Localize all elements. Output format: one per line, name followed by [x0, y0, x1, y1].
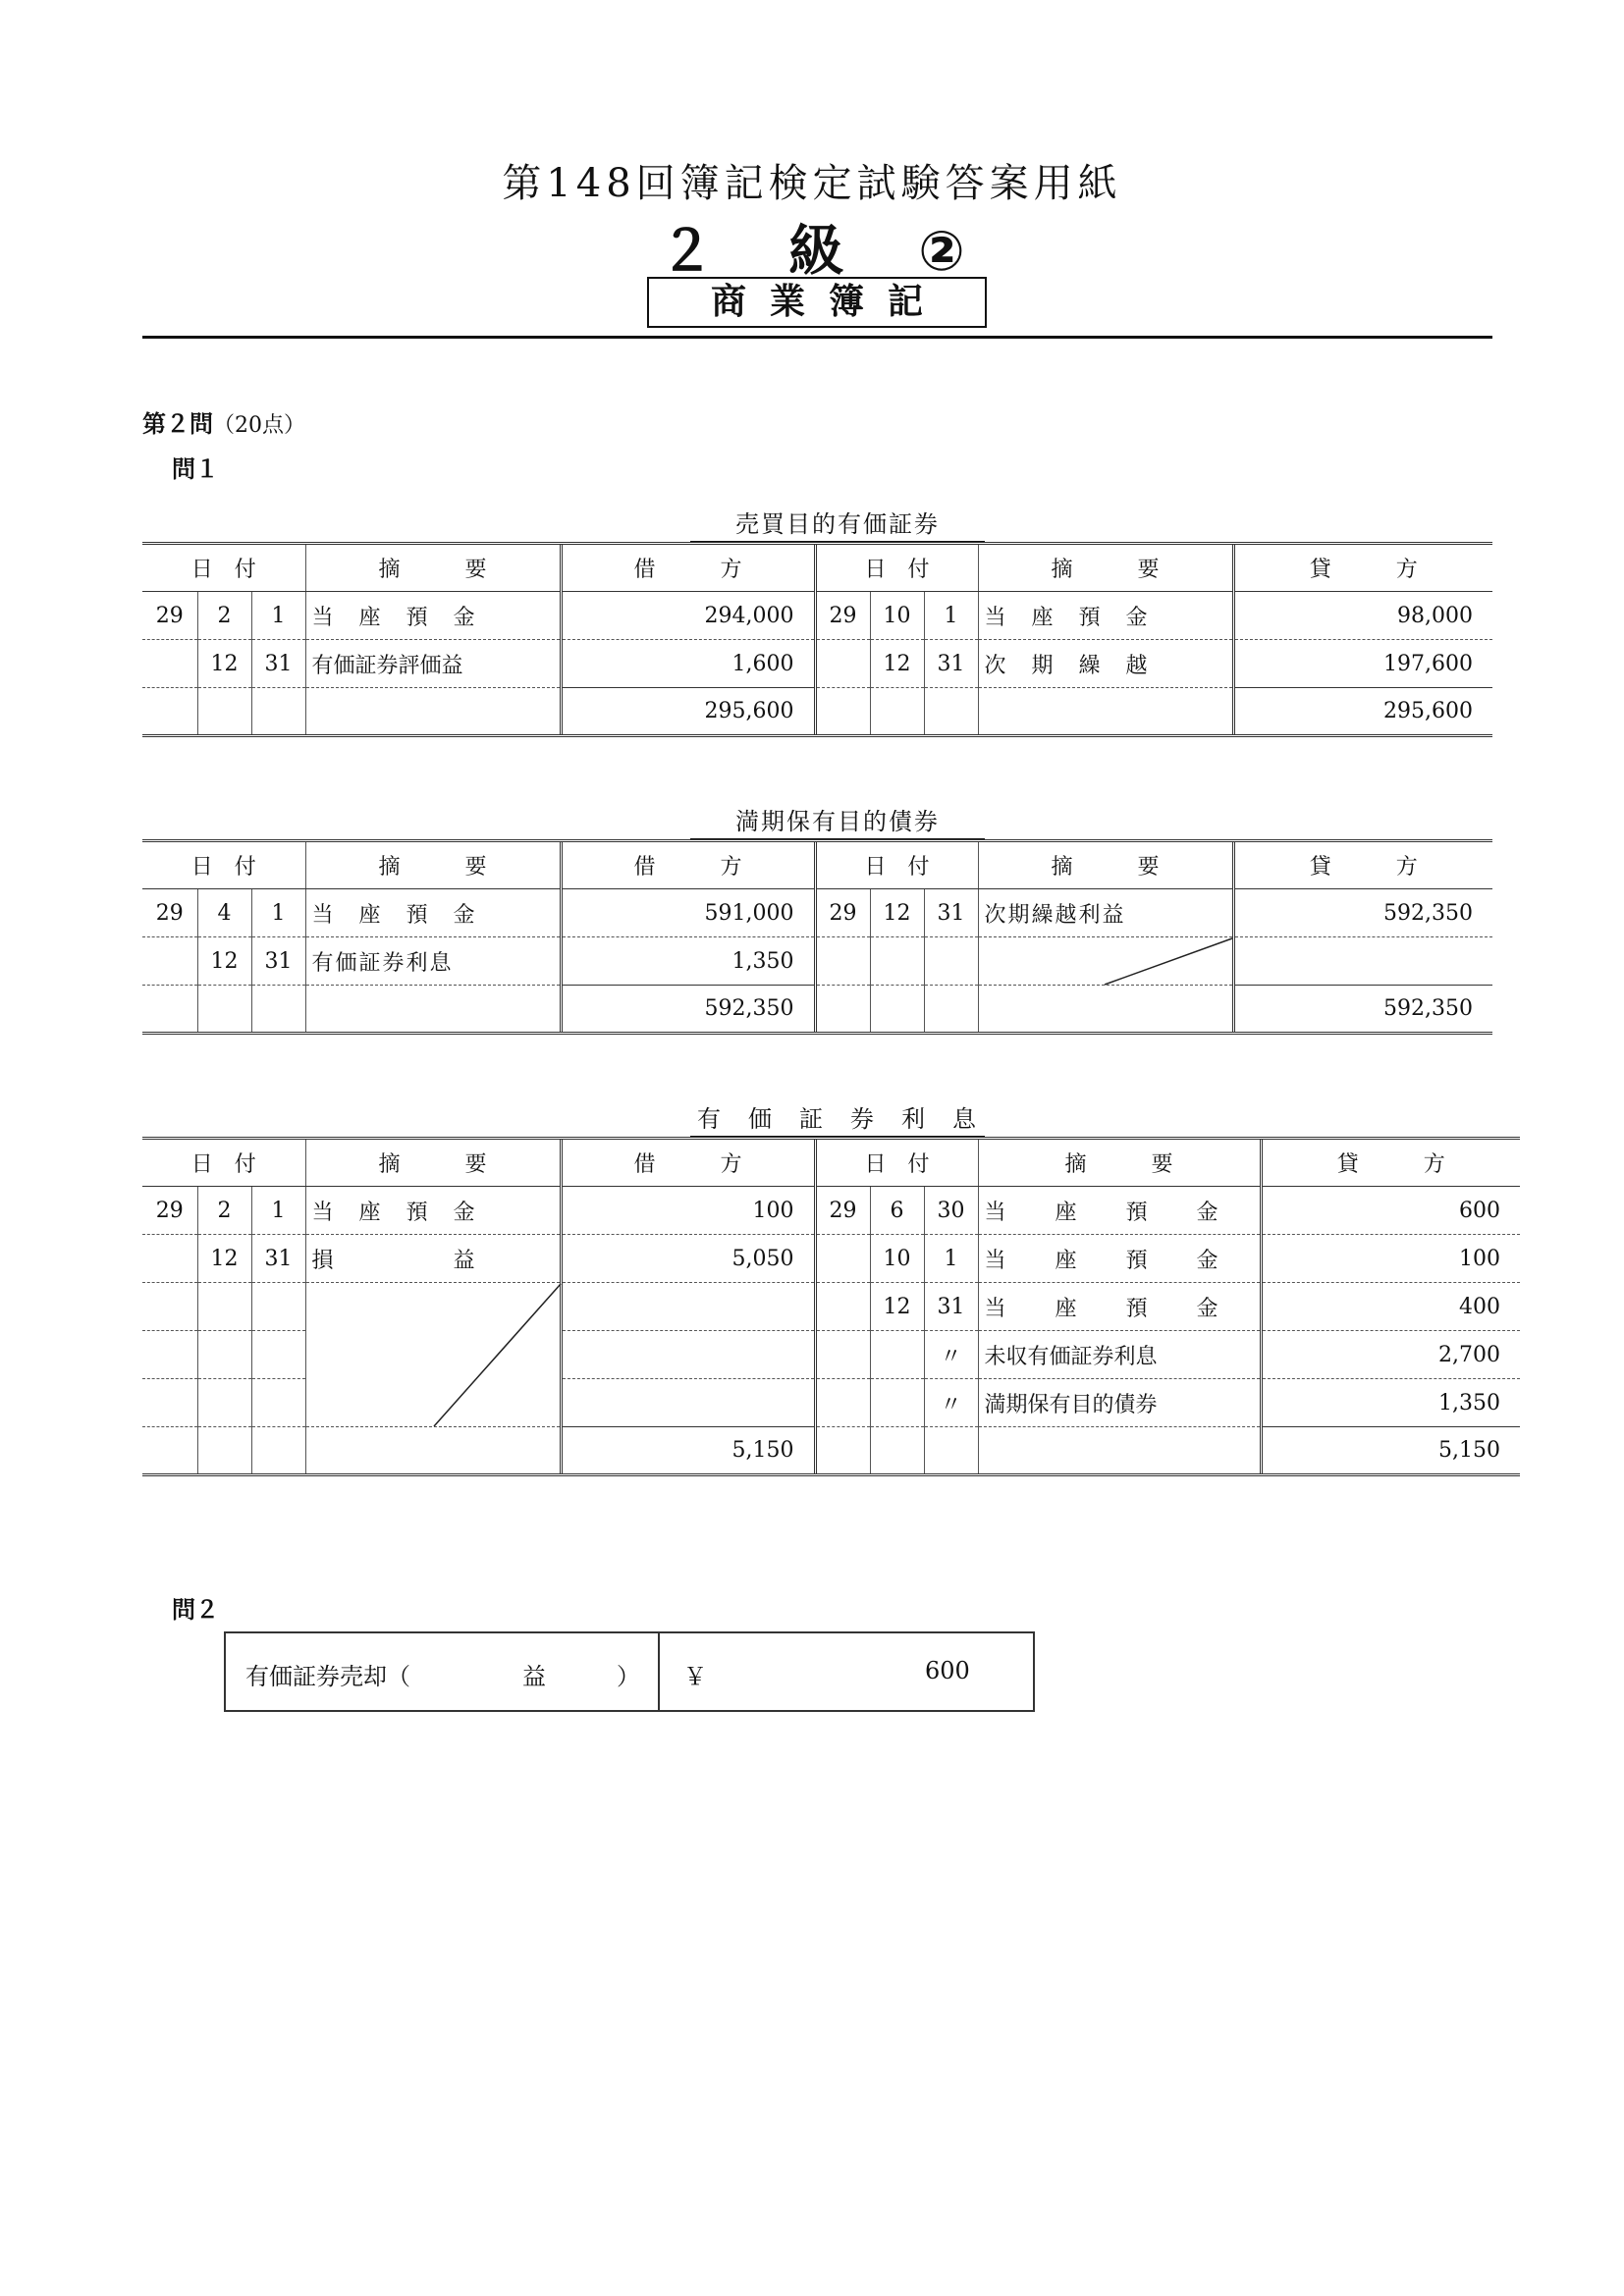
exam-title: 第148回簿記検定試験答案用紙 — [502, 161, 1122, 206]
credit-description: 当 座 預 金 — [978, 1187, 1261, 1235]
debit-day: 1 — [251, 1187, 305, 1235]
q2-item-label: 有価証券売却（ — [245, 1663, 410, 1690]
debit-month: 2 — [197, 1187, 251, 1235]
credit-month — [870, 1379, 924, 1427]
credit-amount: 100 — [1261, 1235, 1520, 1283]
credit-day: 31 — [924, 889, 978, 937]
credit-year: 29 — [815, 889, 870, 937]
credit-amount: 1,350 — [1261, 1379, 1520, 1427]
credit-year: 29 — [815, 1187, 870, 1235]
debit-amount: 1,350 — [561, 937, 815, 986]
debit-description: 損 益 — [305, 1235, 561, 1283]
debit-year — [142, 937, 197, 986]
debit-month: 4 — [197, 889, 251, 937]
credit-day-ditto: 〃 — [924, 1331, 978, 1379]
yen-symbol: ￥ — [683, 1663, 707, 1690]
debit-amount: 5,050 — [561, 1235, 815, 1283]
credit-month: 10 — [870, 1235, 924, 1283]
question-label: 第２問 — [142, 410, 213, 438]
credit-total: 592,350 — [1233, 986, 1492, 1034]
ledger-row — [142, 1187, 1520, 1235]
credit-description: 次期繰越利益 — [978, 889, 1233, 937]
ledger-title-securities-interest: 有 価 証 券 利 息 — [690, 1099, 985, 1138]
closing-slash-line — [305, 1283, 561, 1427]
debit-month: 12 — [197, 937, 251, 986]
credit-description: 次 期 繰 越 — [978, 640, 1233, 688]
q2-label-cell — [226, 1633, 660, 1710]
credit-year — [815, 1379, 870, 1427]
subject-char: 簿 — [829, 282, 865, 322]
debit-total: 295,600 — [561, 688, 815, 736]
credit-amount: 98,000 — [1233, 592, 1492, 640]
credit-month: 6 — [870, 1187, 924, 1235]
ledger-row — [142, 1283, 1520, 1331]
subject-box — [647, 277, 987, 328]
header-description: 摘 要 — [978, 841, 1233, 889]
header-description: 摘 要 — [978, 544, 1233, 592]
ledger-held-to-maturity — [142, 839, 1492, 1035]
debit-description: 当 座 預 金 — [305, 1187, 561, 1235]
credit-description: 当 座 預 金 — [978, 1235, 1261, 1283]
header-date: 日 付 — [142, 544, 305, 592]
debit-year: 29 — [142, 1187, 197, 1235]
credit-month: 12 — [870, 889, 924, 937]
debit-description: 有価証券評価益 — [305, 640, 561, 688]
credit-day: 1 — [924, 592, 978, 640]
q2-amount-answer[interactable]: 600 — [925, 1657, 970, 1684]
credit-year — [815, 640, 870, 688]
header-description: 摘 要 — [305, 841, 561, 889]
question-heading — [142, 404, 305, 439]
header-description: 摘 要 — [305, 1139, 561, 1187]
credit-amount: 592,350 — [1233, 889, 1492, 937]
debit-amount: 100 — [561, 1187, 815, 1235]
debit-year: 29 — [142, 889, 197, 937]
credit-day: 30 — [924, 1187, 978, 1235]
header-date: 日 付 — [815, 841, 978, 889]
credit-day-ditto: 〃 — [924, 1379, 978, 1427]
debit-day: 1 — [251, 592, 305, 640]
credit-month: 10 — [870, 592, 924, 640]
q2-close-paren: ） — [617, 1663, 640, 1690]
credit-day: 31 — [924, 640, 978, 688]
debit-description: 有価証券利息 — [305, 937, 561, 986]
credit-description: 当 座 預 金 — [978, 1283, 1261, 1331]
grade-title — [0, 208, 1624, 287]
q2-gain-loss-answer[interactable]: 益 — [522, 1663, 546, 1690]
ledger-title-trading-securities: 売買目的有価証券 — [690, 505, 985, 543]
debit-year — [142, 1235, 197, 1283]
credit-total: 295,600 — [1233, 688, 1492, 736]
debit-month: 12 — [197, 640, 251, 688]
header-date: 日 付 — [142, 841, 305, 889]
header-description: 摘 要 — [978, 1139, 1261, 1187]
credit-month: 12 — [870, 640, 924, 688]
debit-day: 31 — [251, 640, 305, 688]
credit-amount: 2,700 — [1261, 1331, 1520, 1379]
closing-slash-line — [978, 937, 1233, 986]
subject-char: 業 — [769, 282, 805, 322]
credit-total: 5,150 — [1261, 1427, 1520, 1475]
debit-day: 31 — [251, 937, 305, 986]
credit-description: 未収有価証券利息 — [978, 1331, 1261, 1379]
debit-month: 12 — [197, 1235, 251, 1283]
header-date: 日 付 — [815, 544, 978, 592]
credit-amount: 400 — [1261, 1283, 1520, 1331]
credit-year — [815, 1331, 870, 1379]
header-debit: 借 方 — [561, 841, 815, 889]
debit-description: 当 座 預 金 — [305, 889, 561, 937]
credit-month — [870, 1331, 924, 1379]
grade-kyu: 級 — [788, 220, 844, 284]
header-credit: 貸 方 — [1233, 841, 1492, 889]
debit-day: 1 — [251, 889, 305, 937]
subject-char: 記 — [888, 282, 924, 322]
header-description: 摘 要 — [305, 544, 561, 592]
debit-day: 31 — [251, 1235, 305, 1283]
ledger-row — [142, 592, 1492, 640]
question-points: （20点） — [213, 413, 305, 438]
header-debit: 借 方 — [561, 1139, 815, 1187]
debit-amount: 294,000 — [561, 592, 815, 640]
ledger-total-row — [142, 986, 1492, 1034]
ledger-row — [142, 889, 1492, 937]
q2-answer-box — [224, 1631, 1035, 1712]
credit-amount: 197,600 — [1233, 640, 1492, 688]
credit-amount: 600 — [1261, 1187, 1520, 1235]
header-date: 日 付 — [815, 1139, 978, 1187]
ledger-total-row — [142, 688, 1492, 736]
ledger-row — [142, 1235, 1520, 1283]
ledger-securities-interest — [142, 1137, 1520, 1476]
credit-description: 当 座 預 金 — [978, 592, 1233, 640]
header-rule — [142, 336, 1492, 339]
header-date: 日 付 — [142, 1139, 305, 1187]
debit-month: 2 — [197, 592, 251, 640]
header-credit: 貸 方 — [1261, 1139, 1520, 1187]
ledger-row — [142, 937, 1492, 986]
subject-char: 商 — [710, 282, 746, 322]
debit-total: 5,150 — [561, 1427, 815, 1475]
credit-day: 1 — [924, 1235, 978, 1283]
q1-label: 問１ — [172, 455, 219, 483]
header-debit: 借 方 — [561, 544, 815, 592]
credit-day: 31 — [924, 1283, 978, 1331]
ledger-total-row — [142, 1427, 1520, 1475]
header-credit: 貸 方 — [1233, 544, 1492, 592]
debit-description: 当 座 預 金 — [305, 592, 561, 640]
grade-circle-number: ② — [918, 220, 965, 284]
ledger-trading-securities — [142, 542, 1492, 737]
credit-year — [815, 1235, 870, 1283]
credit-month: 12 — [870, 1283, 924, 1331]
debit-amount: 1,600 — [561, 640, 815, 688]
credit-description: 満期保有目的債券 — [978, 1379, 1261, 1427]
debit-year: 29 — [142, 592, 197, 640]
credit-year — [815, 1283, 870, 1331]
grade-number: ２ — [659, 220, 715, 284]
debit-total: 592,350 — [561, 986, 815, 1034]
q2-label: 問２ — [172, 1596, 219, 1624]
credit-year: 29 — [815, 592, 870, 640]
ledger-row — [142, 640, 1492, 688]
ledger-title-held-to-maturity: 満期保有目的債券 — [690, 802, 985, 840]
debit-year — [142, 640, 197, 688]
debit-amount: 591,000 — [561, 889, 815, 937]
